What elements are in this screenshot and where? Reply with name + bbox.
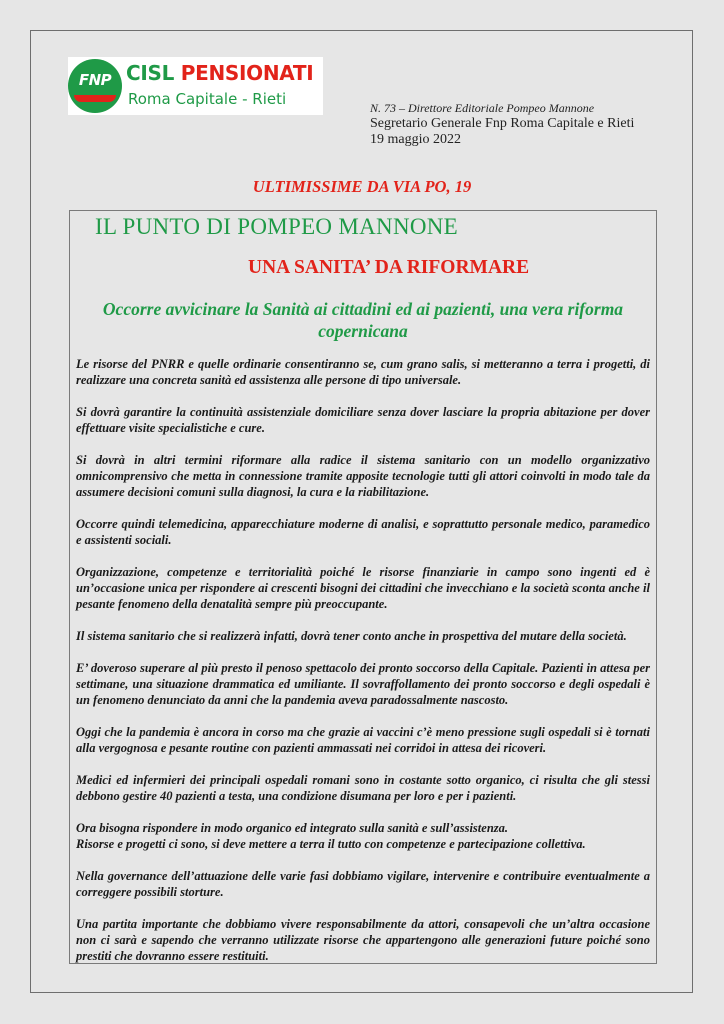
paragraph: Il sistema sanitario che si realizzerà infatti, dovrà tener conto anche in prospettiva del mutare della società. [76, 629, 627, 643]
logo-title-cisl: CISL [126, 61, 175, 85]
paragraph: Medici ed infermieri dei principali ospedali romani sono in costante sotto organico, ci risulta che gli stessi debbono gestire 40 pazienti a testa, una condizione disumana per loro e per i pazienti. [76, 773, 650, 803]
logo-mark-text: FNP [78, 71, 112, 89]
issue-date: 19 maggio 2022 [370, 132, 461, 147]
paragraph: Si dovrà in altri termini riformare alla radice il sistema sanitario con un modello organizzativo omnicomprensivo che metta in connessione tramite apposite tecnologie tutti gli attori coinvolti in modo tale da assumere decisioni comuni sulla diagnosi, la cura e la riabilitazione. [76, 453, 650, 499]
paragraph: Risorse e progetti ci sono, si deve mettere a terra il tutto con competenze e partecipazione collettiva. [76, 837, 586, 851]
logo-red-swoosh [74, 95, 116, 102]
paragraph: Nella governance dell’attuazione delle varie fasi dobbiamo vigilare, intervenire e contribuire eventualmente a correggere possibili storture. [76, 869, 650, 899]
cisl-pensionati-logo [68, 57, 323, 115]
paragraph: Organizzazione, competenze e territorialità poiché le risorse finanziarie in campo sono ingenti ed è un’occasione unica per rispondere ai crescenti bisogni dei cittadini che invecchiano e la società sconta anche il pesante fenomeno della denatalità sempre più preoccupante. [76, 565, 650, 611]
paragraph: E’ doveroso superare al più presto il penoso spettacolo dei pronto soccorso della Capitale. Pazienti in attesa per settimane, una situazione drammatica ed umiliante. Il sovraffollamento dei pronto soccorso e degli ospedali è un fenomeno denunciato da anni che la pandemia aveva paradossalmente nascosto. [76, 661, 650, 707]
issue-number: N. 73 – Direttore Editoriale Pompeo Mannone [370, 101, 595, 115]
fnp-logo-icon [68, 59, 122, 113]
issue-meta [370, 100, 634, 148]
paragraph: Oggi che la pandemia è ancora in corso ma che grazie ai vaccini c’è meno pressione sugli ospedali si è tornati alla vergognosa e pesante routine con pazienti ammassati nei corridoi in attesa dei ricoveri. [76, 725, 650, 755]
paragraph: Si dovrà garantire la continuità assistenziale domiciliare senza dover lasciare la propria abitazione per dover effettuare visite specialistiche e cure. [76, 405, 650, 435]
article-headline: UNA SANITA’ DA RIFORMARE [248, 257, 530, 278]
logo-subtitle: Roma Capitale - Rieti [128, 90, 287, 108]
article-subtitle: Occorre avvicinare la Sanità ai cittadini ed ai pazienti, una vera riforma copernicana [102, 299, 624, 341]
logo-title [126, 61, 313, 85]
author-role: Segretario Generale Fnp Roma Capitale e Rieti [370, 116, 635, 131]
paragraph: Ora bisogna rispondere in modo organico ed integrato sulla sanità e sull’assistenza. [76, 821, 509, 835]
column-title: IL PUNTO DI POMPEO MANNONE [95, 214, 459, 239]
article-body [76, 356, 650, 980]
paragraph: Occorre quindi telemedicina, apparecchiature moderne di analisi, e soprattutto personale medico, paramedico e assistenti sociali. [76, 517, 650, 547]
logo-title-pensionati: PENSIONATI [180, 61, 314, 85]
paragraph: Una partita importante che dobbiamo vivere responsabilmente da attori, consapevoli che un’altra occasione non ci sarà e sapendo che verranno utilizzate risorse che appartengono alle generazioni future poiché sono prestiti che dovranno essere restituiti. [76, 917, 650, 963]
kicker-heading: ULTIMISSIME DA VIA PO, 19 [252, 177, 472, 196]
paragraph: Le risorse del PNRR e quelle ordinarie consentiranno se, cum grano salis, si metteranno a terra i progetti, di realizzare una concreta sanità ed assistenza alle persone di tipo universale. [76, 357, 650, 387]
